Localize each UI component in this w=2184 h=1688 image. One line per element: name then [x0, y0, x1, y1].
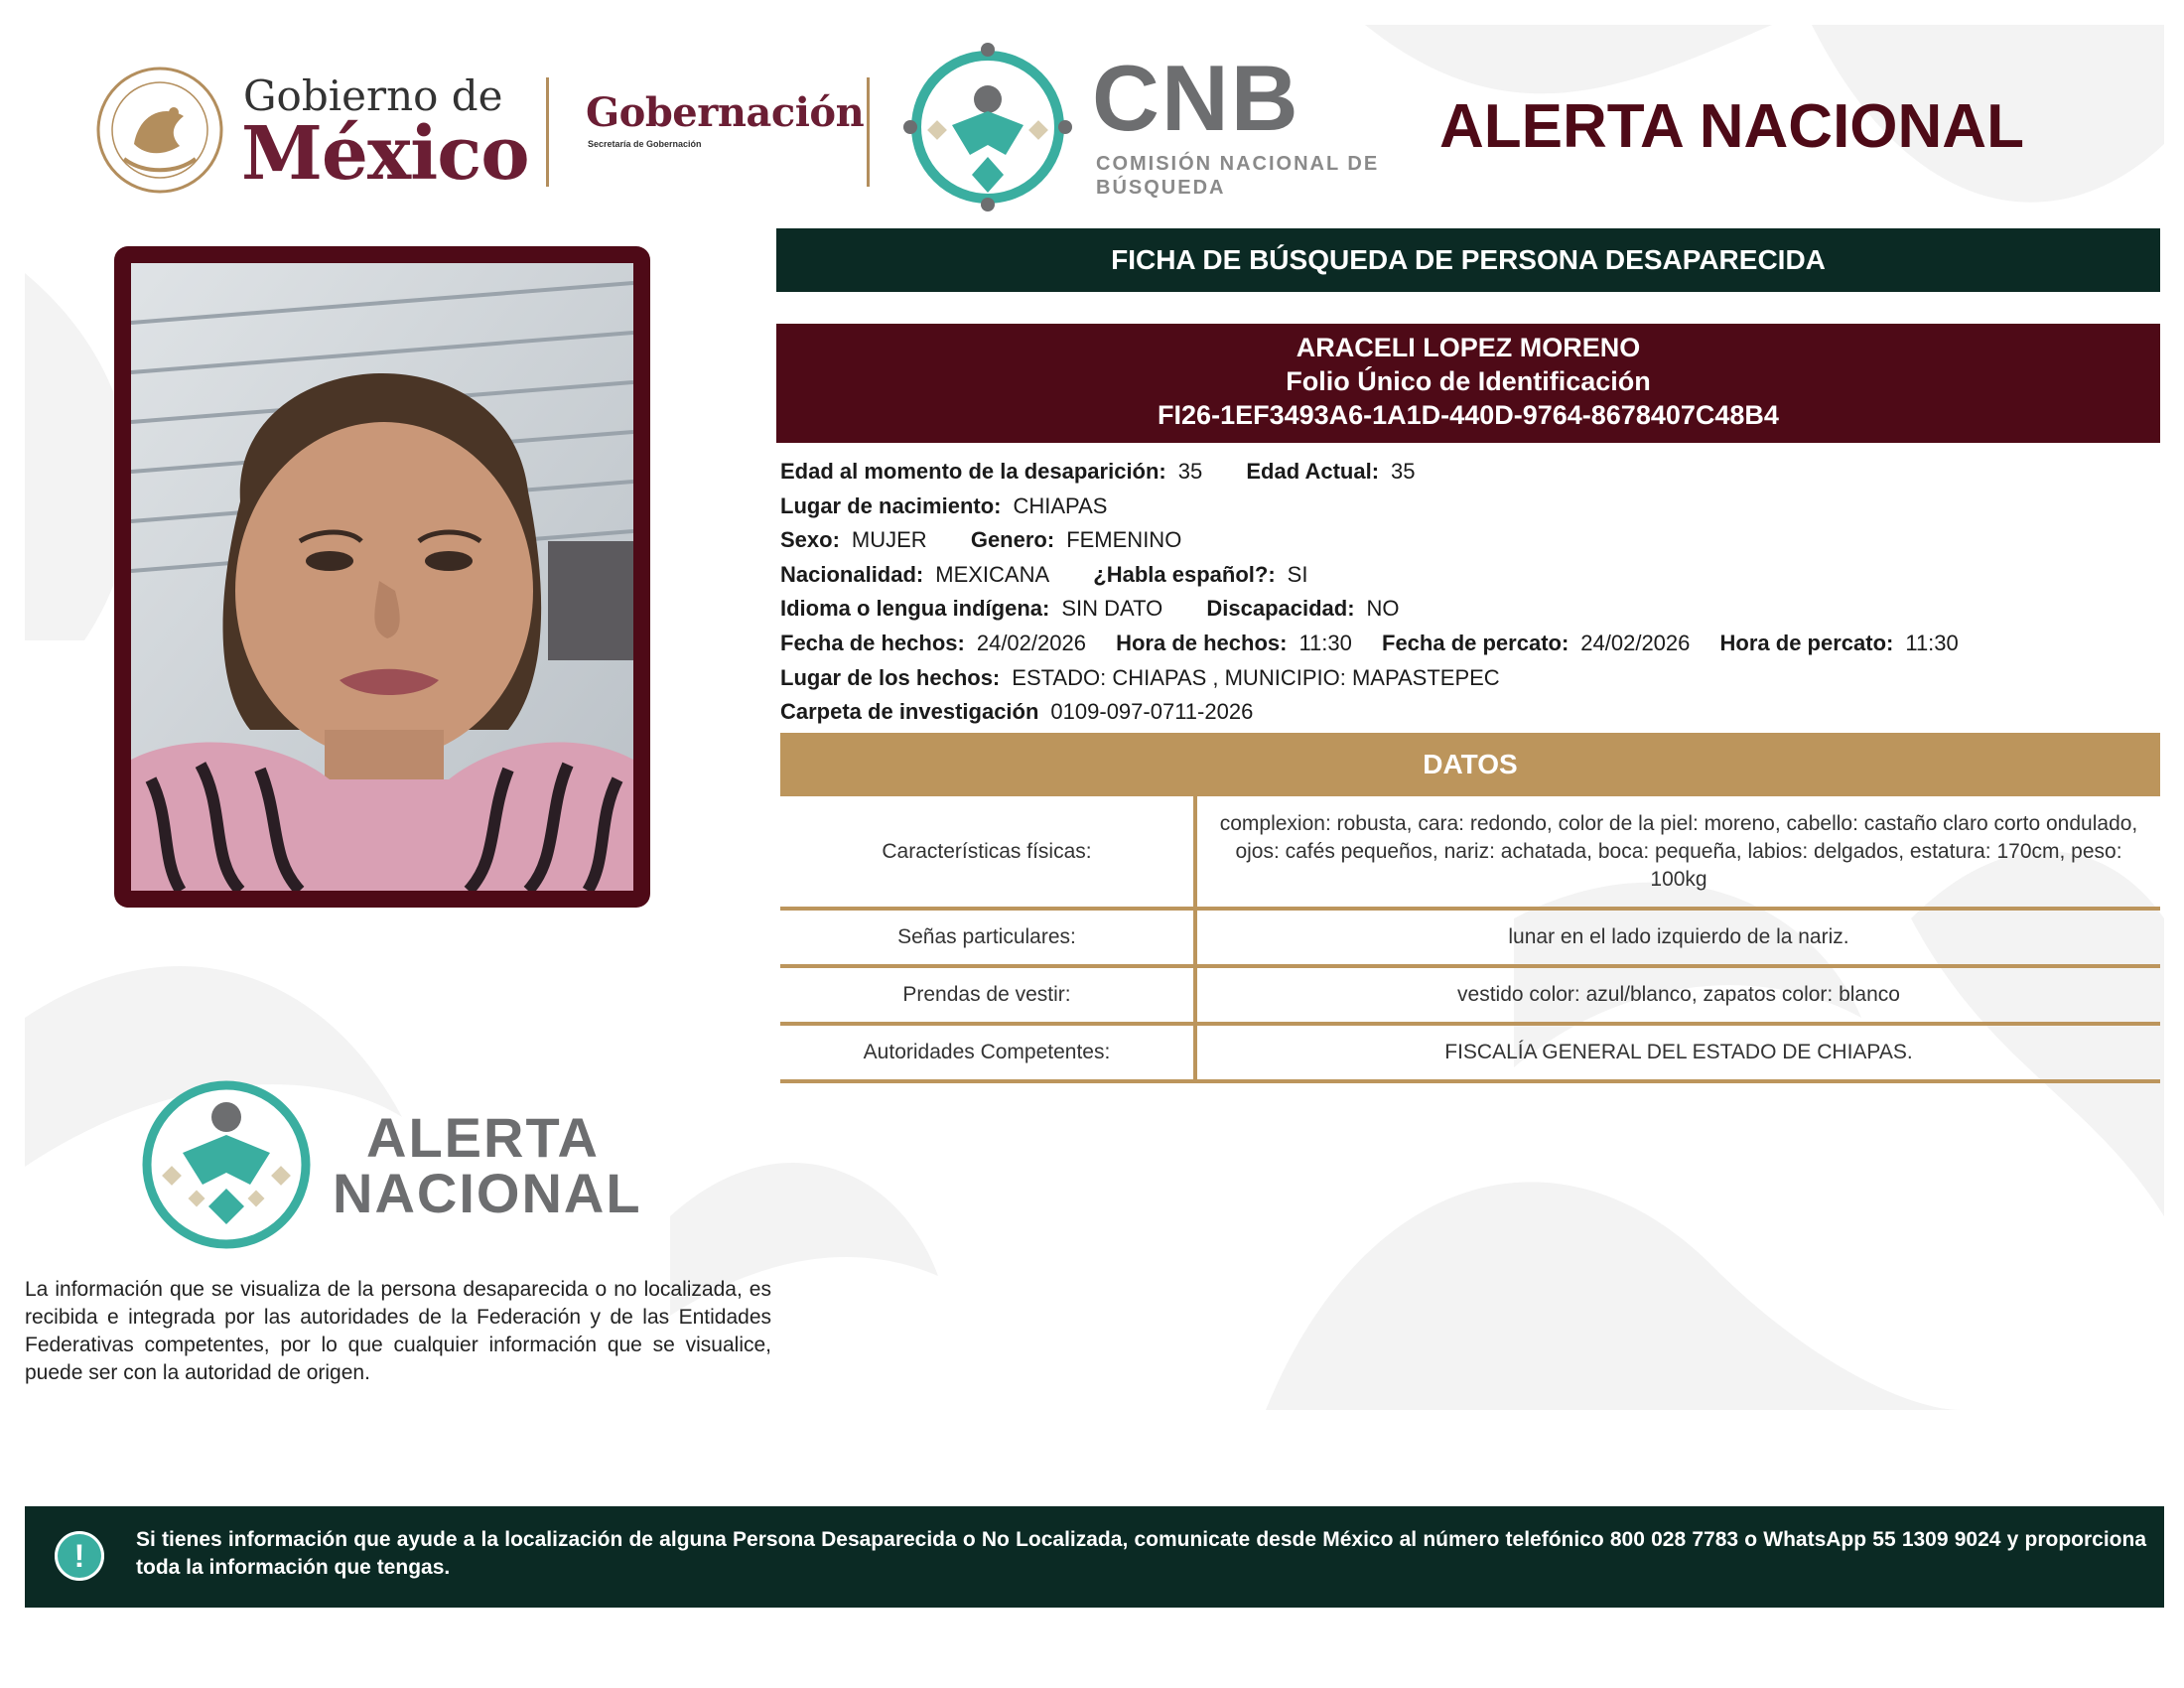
carpeta-label: Carpeta de investigación	[780, 699, 1039, 725]
person-photo-illustration	[131, 263, 633, 891]
edad-actual-value: 35	[1391, 459, 1416, 484]
table-cell-value: lunar en el lado izquierdo de la nariz.	[1508, 925, 1849, 948]
discapacidad-value: NO	[1366, 596, 1400, 622]
gobernacion-subtitle: Secretaría de Gobernación	[588, 139, 702, 149]
nacionalidad-label: Nacionalidad:	[780, 561, 924, 587]
table-cell-label: Prendas de vestir:	[780, 968, 1197, 1022]
edad-desaparicion-value: 35	[1177, 459, 1203, 484]
table-cell-label: Autoridades Competentes:	[780, 1026, 1197, 1079]
ficha-title-bar: FICHA DE BÚSQUEDA DE PERSONA DESAPARECIDA	[776, 228, 2160, 292]
table-row	[780, 968, 2160, 1026]
footer-contact-text: Si tienes información que ayude a la localización de alguna Persona Desaparecida o No Localizada, comunicate desde México al número telefónico 800 028 7783 o WhatsApp 55 1309 9024 y proporciona toda la información que tengas.	[136, 1528, 2146, 1579]
alerta-nacional-logo-text	[333, 1106, 642, 1224]
fecha-percato-value: 24/02/2026	[1580, 630, 1691, 655]
lugar-nacimiento-label: Lugar de nacimiento:	[780, 492, 1002, 518]
table-cell-label: Características físicas:	[780, 796, 1197, 907]
gobierno-line1: Gobierno de	[243, 71, 503, 120]
cnb-subtitle: COMISIÓN NACIONAL DE BÚSQUEDA	[1096, 153, 1380, 199]
alerta-logo-line2: NACIONAL	[333, 1162, 642, 1224]
table-row	[780, 911, 2160, 968]
table-row	[780, 796, 2160, 911]
fact-row	[780, 695, 2160, 730]
cnb-logo-icon	[898, 38, 1077, 216]
carpeta-value: 0109-097-0711-2026	[1050, 699, 1254, 725]
person-photo-frame	[114, 246, 650, 908]
gobernacion-logo	[586, 89, 865, 169]
datos-title-bar: DATOS	[780, 733, 2160, 796]
fact-row	[780, 523, 2160, 558]
gobierno-de-mexico-logo	[94, 60, 571, 199]
discapacidad-label: Discapacidad:	[1206, 596, 1355, 622]
genero-label: Genero:	[970, 527, 1055, 553]
alerta-nacional-logo-icon	[139, 1077, 314, 1252]
national-seal-icon	[94, 65, 225, 196]
edad-desaparicion-label: Edad al momento de la desaparición:	[780, 459, 1166, 484]
table-cell-label: Señas particulares:	[780, 911, 1197, 964]
lugar-hechos-value: ESTADO: CHIAPAS , MUNICIPIO: MAPASTEPEC	[1012, 664, 1500, 690]
genero-value: FEMENINO	[1066, 527, 1182, 553]
cnb-title: CNB	[1092, 46, 1300, 150]
hora-hechos-value: 11:30	[1298, 630, 1352, 655]
table-cell-value: complexion: robusta, cara: redondo, color de la piel: moreno, cabello: castaño claro corto ondulado, ojos: cafés pequeños, nariz: achatada, boca: pequeña, labios: delgados, estatura: 170cm, peso: 100kg	[1219, 811, 2138, 891]
fecha-hechos-value: 24/02/2026	[976, 630, 1086, 655]
hora-percato-value: 11:30	[1905, 630, 1959, 655]
disclaimer-text: La información que se visualiza de la persona desaparecida o no localizada, es recibida e integrada por las autoridades de la Federación y de las Entidades Federativas competentes, por lo que cualquier información que se visualice, puede ser con la autoridad de origen.	[25, 1278, 771, 1384]
habla-label: ¿Habla español?:	[1093, 561, 1276, 587]
person-name-box	[776, 324, 2160, 443]
habla-value: SI	[1287, 561, 1308, 587]
fecha-hechos-label: Fecha de hechos:	[780, 630, 965, 655]
lugar-hechos-label: Lugar de los hechos:	[780, 664, 1001, 690]
lugar-nacimiento-value: CHIAPAS	[1013, 492, 1108, 518]
person-facts	[780, 455, 2160, 730]
gobernacion-title: Gobernación	[586, 89, 865, 136]
fact-row	[780, 490, 2160, 524]
gobierno-line2: México	[241, 111, 529, 197]
datos-table	[780, 796, 2160, 1083]
fact-row	[780, 558, 2160, 593]
fact-row	[780, 661, 2160, 696]
alerta-nacional-title: ALERTA NACIONAL	[1439, 92, 2024, 161]
fecha-percato-label: Fecha de percato:	[1382, 630, 1570, 655]
idioma-value: SIN DATO	[1061, 596, 1163, 622]
person-photo	[131, 263, 633, 891]
table-cell-value: vestido color: azul/blanco, zapatos color: blanco	[1457, 983, 1900, 1006]
nacionalidad-value: MEXICANA	[935, 561, 1050, 587]
header-divider	[867, 77, 870, 187]
table-cell-value: FISCALÍA GENERAL DEL ESTADO DE CHIAPAS.	[1444, 1041, 1913, 1063]
person-name: ARACELI LOPEZ MORENO	[1296, 333, 1641, 362]
footer-contact-bar	[25, 1506, 2164, 1608]
folio-label: Folio Único de Identificación	[1286, 366, 1651, 396]
hora-hechos-label: Hora de hechos:	[1116, 630, 1288, 655]
sexo-label: Sexo:	[780, 527, 840, 553]
table-row	[780, 1026, 2160, 1083]
edad-actual-label: Edad Actual:	[1246, 459, 1380, 484]
sexo-value: MUJER	[851, 527, 927, 553]
idioma-label: Idioma o lengua indígena:	[780, 596, 1050, 622]
exclamation-icon: !	[55, 1531, 104, 1581]
fact-row	[780, 627, 2160, 661]
fact-row	[780, 592, 2160, 627]
folio-value: FI26-1EF3493A6-1A1D-440D-9764-8678407C48B4	[1158, 400, 1779, 430]
fact-row	[780, 455, 2160, 490]
hora-percato-label: Hora de percato:	[1719, 630, 1894, 655]
alerta-logo-line1: ALERTA	[366, 1106, 600, 1169]
